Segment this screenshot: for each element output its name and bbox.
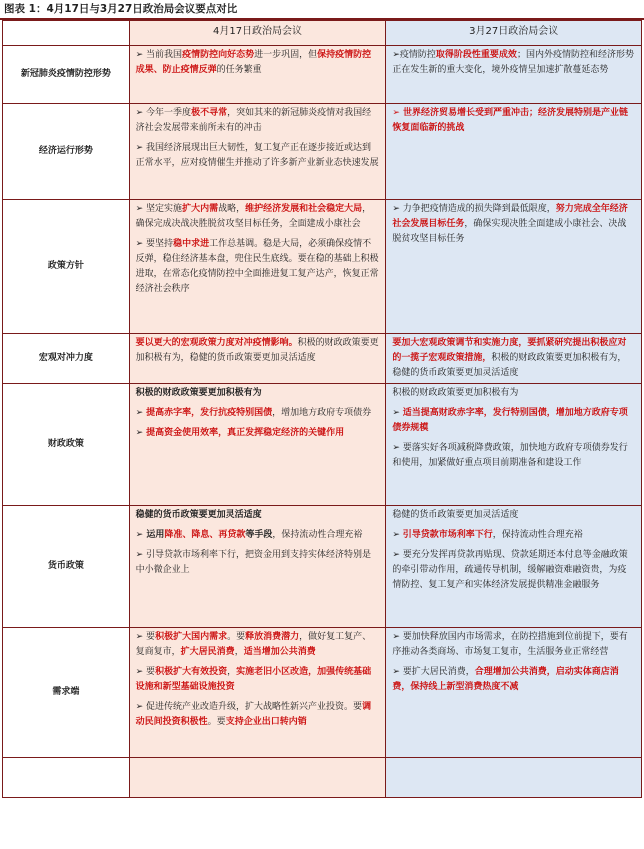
cell-apr17	[129, 758, 386, 798]
body-text: 积极的财政政策要更加积极有为，稳健的货币政策要更加灵活适度	[135, 338, 379, 363]
body-text: ➢ 要坚持	[135, 239, 174, 249]
body-text: 工作总基调。稳是大局，必须确保疫情不反弹，稳住经济基本盘，兜住民生底线。要在稳的基础上积极进取，在常态化疫情防控中全面推进复工复产达产，恢复正常经济社会秩序	[135, 239, 379, 294]
comparison-table	[2, 20, 642, 798]
highlight-text: 适当增加公共消费	[243, 647, 316, 657]
cell-apr17	[129, 46, 386, 104]
paragraph	[136, 700, 380, 730]
body-text: ➢ 促进传统产业改造升级，扩大战略性新兴产业投资。要	[135, 702, 363, 712]
body-text: ，突如其来的新冠肺炎疫情对我国经济社会发展带来前所未有的冲击	[135, 108, 372, 133]
highlight-text: 适当提高财政赤字率，发行特别国债，增加地方政府专项债券规模	[392, 408, 628, 433]
header-apr17: 4月17日政治局会议	[129, 21, 386, 46]
body-text: 稳健的货币政策要更加灵活适度	[392, 510, 519, 520]
table-row	[3, 200, 642, 334]
cell-mar27	[386, 628, 642, 758]
paragraph	[136, 426, 380, 441]
paragraph	[392, 508, 635, 523]
highlight-text: 保持疫情防控成果、防止疫情反弹	[135, 50, 372, 75]
row-label: 货币政策	[3, 506, 130, 628]
table-row	[3, 46, 642, 104]
body-text: ，保持流动性合理充裕	[492, 530, 583, 540]
paragraph	[136, 548, 380, 578]
highlight-text: 积极扩大有效投资	[155, 667, 228, 677]
paragraph	[392, 202, 635, 247]
highlight-text: 积极扩大国内需求	[155, 632, 228, 642]
paragraph	[392, 336, 635, 381]
body-text: 积极的财政政策要更加积极有为	[392, 388, 519, 398]
cell-mar27	[386, 46, 642, 104]
body-text: ➢ 坚定实施	[135, 204, 183, 214]
row-label: 宏观对冲力度	[3, 334, 130, 384]
cell-apr17	[129, 384, 386, 506]
body-text: ，增加地方政府专项债券	[272, 408, 372, 418]
body-text: 积极的财政政策要更加积极有为，稳健的货币政策要更加灵活适度	[392, 353, 627, 378]
cell-mar27	[386, 104, 642, 200]
header-blank	[3, 21, 130, 46]
body-text: 积极的财政政策要更加积极有为	[135, 388, 262, 398]
body-text: ➢ 今年一季度	[135, 108, 192, 118]
paragraph	[136, 665, 380, 695]
cell-apr17	[129, 104, 386, 200]
paragraph	[136, 630, 380, 660]
body-text: ，确保实现决胜全面建成小康社会、决战脱贫攻坚目标任务	[392, 219, 627, 244]
body-text: ➢ 要扩大居民消费，	[392, 667, 475, 677]
cell-mar27	[386, 334, 642, 384]
highlight-text: 要加大宏观政策调节和实施力度，要抓紧研究提出积极应对的一揽子宏观政策措施，	[392, 338, 627, 363]
body-text: 的任务繁重	[216, 65, 262, 75]
row-label: 经济运行形势	[3, 104, 130, 200]
cell-mar27	[386, 758, 642, 798]
body-text: ➢ 要	[135, 632, 156, 642]
table-row	[3, 384, 642, 506]
highlight-text: 引导贷款市场利率下行	[402, 530, 493, 540]
body-text: ➢ 当前我国	[135, 50, 183, 60]
paragraph	[136, 106, 380, 136]
paragraph	[392, 406, 635, 436]
paragraph	[136, 386, 380, 401]
highlight-text: 实施老旧小区改造，加强传统基础设施和新型基础设施投资	[135, 667, 372, 692]
body-text: 等手段	[245, 530, 273, 540]
cell-apr17	[129, 506, 386, 628]
header-mar27: 3月27日政治局会议	[386, 21, 642, 46]
cell-mar27	[386, 506, 642, 628]
body-text: ➢	[392, 530, 403, 540]
cell-apr17	[129, 334, 386, 384]
cell-apr17	[129, 200, 386, 334]
table-row	[3, 104, 642, 200]
row-label: 政策方针	[3, 200, 130, 334]
highlight-text: 提高资金使用效率，真正发挥稳定经济的关键作用	[146, 428, 345, 438]
highlight-text: 维护经济发展和社会稳定大局	[245, 204, 363, 214]
highlight-text: 合理增加公共消费，启动实体商店消费，保持线上新型消费热度不减	[392, 667, 619, 692]
highlight-text: 释放消费潜力	[245, 632, 300, 642]
row-label	[3, 758, 130, 798]
table-row	[3, 758, 642, 798]
table-row	[3, 506, 642, 628]
paragraph	[392, 386, 635, 401]
figure-title: 图表 1：4月17日与3月27日政治局会议要点对比	[0, 0, 644, 20]
body-text: 进一步巩固，但	[254, 50, 318, 60]
highlight-text: 调动民间投资积极性	[135, 702, 372, 727]
highlight-text: 支持企业出口转内销	[225, 717, 307, 727]
cell-mar27	[386, 384, 642, 506]
highlight-text: ➢ 世界经济贸易增长受到严重冲击；经济发展特别是产业链恢复面临新的挑战	[392, 108, 629, 133]
body-text: ➢ 要充分发挥再贷款再贴现、贷款延期还本付息等金融政策的牵引带动作用，疏通传导机制，缓解融资难融资贵，为疫情防控、复工复产和实体经济发展提供精准金融服务	[392, 550, 628, 590]
paragraph	[136, 48, 380, 78]
body-text: ➢ 要加快释放国内市场需求，在防控措施到位前提下，要有序推动各类商场、市场复工复市，生活服务业正常经营	[392, 632, 628, 657]
body-text: ➢ 运用	[135, 530, 165, 540]
highlight-text: 扩大内需	[182, 204, 219, 214]
body-text: ➢	[135, 428, 147, 438]
paragraph	[392, 630, 635, 660]
table-row	[3, 628, 642, 758]
highlight-text: 提高赤字率，发行抗疫特别国债	[146, 408, 273, 418]
body-text: ➢ 力争把疫情造成的损失降到最低限度，	[392, 204, 556, 214]
body-text: ，保持流动性合理充裕	[272, 530, 363, 540]
body-text: ➢	[392, 408, 403, 418]
body-text: 战略，	[218, 204, 246, 214]
row-label: 需求端	[3, 628, 130, 758]
highlight-text: 稳中求进	[173, 239, 210, 249]
table-row	[3, 334, 642, 384]
paragraph	[136, 141, 380, 171]
cell-mar27	[386, 200, 642, 334]
paragraph	[392, 48, 635, 78]
body-text: 稳健的货币政策要更加灵活适度	[135, 510, 262, 520]
body-text: ➢疫情防控	[392, 50, 436, 60]
body-text: ，	[227, 667, 237, 677]
paragraph	[136, 336, 380, 366]
paragraph	[392, 441, 635, 471]
body-text: ➢ 我国经济展现出巨大韧性，复工复产正在逐步接近或达到正常水平，应对疫情催生并推动了许多新产业新业态快速发展	[135, 143, 379, 168]
body-text: 。要	[207, 717, 226, 727]
row-label: 新冠肺炎疫情防控形势	[3, 46, 130, 104]
body-text: ，确保完成决战决胜脱贫攻坚目标任务，全面建成小康社会	[135, 204, 372, 229]
body-text: 。要	[227, 632, 246, 642]
paragraph	[392, 665, 635, 695]
highlight-text: 疫情防控向好态势	[182, 50, 255, 60]
body-text: ，做好复工复产、复商复市，	[135, 632, 372, 657]
paragraph	[392, 106, 635, 136]
highlight-text: 扩大居民消费	[180, 647, 235, 657]
body-text: ；国内外疫情防控和经济形势正在发生新的重大变化，境外疫情呈加速扩散蔓延态势	[392, 50, 634, 75]
highlight-text: 降准、降息、再贷款	[164, 530, 246, 540]
highlight-text: 要以更大的宏观政策力度对冲疫情影响。	[135, 338, 298, 348]
body-text: ，	[234, 647, 244, 657]
paragraph	[136, 237, 380, 297]
paragraph	[392, 548, 635, 593]
body-text: ➢	[135, 408, 147, 418]
paragraph	[136, 508, 380, 523]
paragraph	[392, 528, 635, 543]
highlight-text: 取得阶段性重要成效	[435, 50, 517, 60]
row-label: 财政政策	[3, 384, 130, 506]
paragraph	[136, 528, 380, 543]
header-row	[3, 21, 642, 46]
body-text: ➢ 要	[135, 667, 156, 677]
paragraph	[136, 406, 380, 421]
body-text: ➢ 要落实好各项减税降费政策，加快地方政府专项债券发行和使用，加紧做好重点项目前期准备和建设工作	[392, 443, 628, 468]
paragraph	[136, 202, 380, 232]
highlight-text: 努力完成全年经济社会发展目标任务	[392, 204, 628, 229]
highlight-text: 极不寻常	[191, 108, 228, 118]
body-text: ➢ 引导贷款市场利率下行，把资金用到支持实体经济特别是中小微企业上	[135, 550, 372, 575]
cell-apr17	[129, 628, 386, 758]
